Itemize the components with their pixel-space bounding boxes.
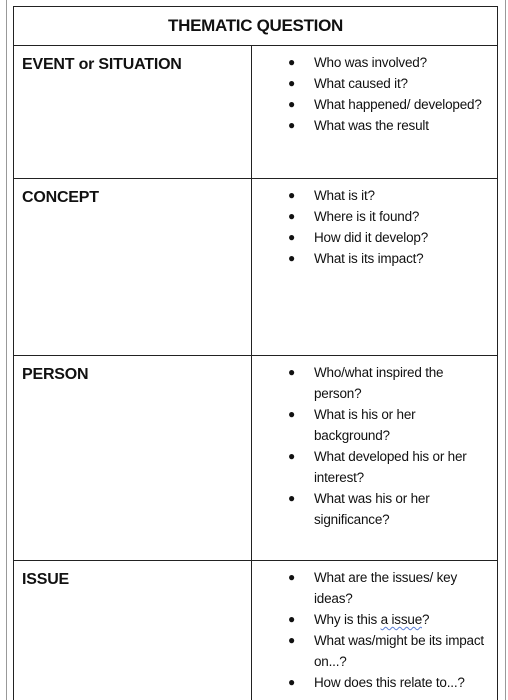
list-item: ● What was his or her significance?: [314, 488, 491, 530]
bullet-icon: ●: [288, 407, 296, 421]
bullet-icon: ●: [288, 55, 296, 69]
category-issue: ISSUE: [14, 561, 252, 700]
list-item: ● What happened/ developed?: [314, 94, 491, 115]
list-item: [288, 609, 491, 630]
bullet-icon: ●: [288, 365, 296, 379]
category-person: PERSON: [14, 356, 252, 561]
bullet-icon: ●: [288, 118, 296, 132]
table-row: [14, 561, 498, 700]
question-list: [252, 362, 491, 530]
list-item: ● How did it develop?: [314, 227, 491, 248]
bullet-icon: ●: [288, 209, 296, 223]
thematic-question-table: [13, 6, 498, 700]
bullet-icon: ●: [288, 675, 296, 689]
bullet-icon: ●: [288, 251, 296, 265]
table-title: THEMATIC QUESTION: [14, 7, 498, 46]
questions-cell: [252, 356, 498, 561]
list-item: ● What developed his or her interest?: [314, 446, 491, 488]
list-item: ● Where is it found?: [314, 206, 491, 227]
list-item: ● Who/what inspired the person?: [314, 362, 491, 404]
bullet-icon: ●: [288, 230, 296, 244]
list-item: ● What is its impact?: [314, 248, 491, 269]
bullet-icon: ●: [288, 491, 296, 505]
table-row: [14, 179, 498, 356]
bullet-icon: ●: [288, 570, 296, 584]
page-margin-line-left: [6, 0, 7, 700]
questions-cell: [252, 561, 498, 700]
table-header-row: [14, 7, 498, 46]
list-item: ● What caused it?: [314, 73, 491, 94]
questions-cell: [252, 46, 498, 179]
page-margin-line-right: [505, 0, 506, 700]
questions-cell: [252, 179, 498, 356]
question-list: [252, 52, 491, 136]
category-concept: CONCEPT: [14, 179, 252, 356]
list-item: ● How does this relate to...?: [314, 672, 491, 693]
list-item: ● What is it?: [314, 185, 491, 206]
spellcheck-underline: a issue: [380, 612, 422, 627]
table-row: [14, 46, 498, 179]
issue-question-text: Why is this a issue?: [314, 612, 430, 627]
list-item: ● What was the result: [314, 115, 491, 136]
bullet-icon: ●: [288, 449, 296, 463]
bullet-icon: ●: [288, 188, 296, 202]
bullet-icon: ●: [288, 612, 296, 626]
question-list: [252, 185, 491, 269]
bullet-icon: ●: [288, 633, 296, 647]
list-item: ● What was/might be its impact on...?: [314, 630, 491, 672]
table-row: [14, 356, 498, 561]
bullet-icon: ●: [288, 76, 296, 90]
list-item: ● What are the issues/ key ideas?: [314, 567, 491, 609]
question-list: [252, 567, 491, 693]
list-item: ● What is his or her background?: [314, 404, 491, 446]
bullet-icon: ●: [288, 97, 296, 111]
category-event: EVENT or SITUATION: [14, 46, 252, 179]
list-item: ● Who was involved?: [314, 52, 491, 73]
